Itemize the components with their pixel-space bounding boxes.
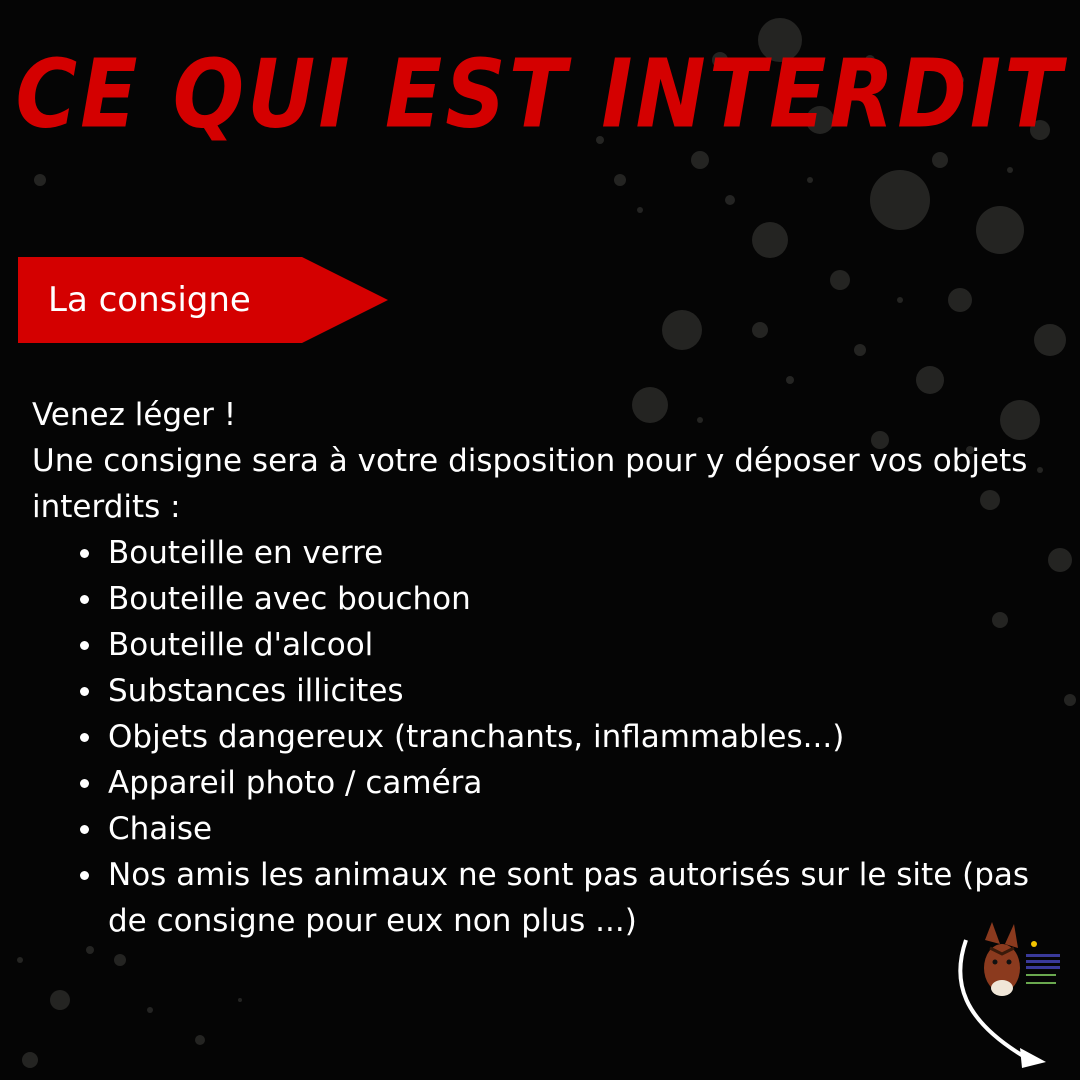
list-item: Bouteille avec bouchon [108, 576, 1042, 622]
list-item: Objets dangereux (tranchants, inflammables...) [108, 714, 1042, 760]
intro-line-1: Venez léger ! [32, 397, 237, 433]
donkey-icon [984, 922, 1020, 996]
list-item: Appareil photo / caméra [108, 760, 1042, 806]
list-item: Nos amis les animaux ne sont pas autorisés sur le site (pas de consigne pour eux non plus ...) [108, 852, 1042, 944]
list-item: Bouteille d'alcool [108, 622, 1042, 668]
intro-line-2: Une consigne sera à votre disposition pour y déposer vos objets interdits : [32, 443, 1028, 525]
section-banner [18, 257, 388, 343]
section-banner-label: La consigne [48, 280, 251, 320]
village-emmaus-logo [950, 920, 1070, 1070]
list-item: Bouteille en verre [108, 530, 1042, 576]
page-title: CE QUI EST INTERDIT [15, 39, 1065, 149]
list-item: Chaise [108, 806, 1042, 852]
forbidden-items-list [32, 530, 1042, 944]
rules-content [32, 392, 1042, 944]
list-item: Substances illicites [108, 668, 1042, 714]
